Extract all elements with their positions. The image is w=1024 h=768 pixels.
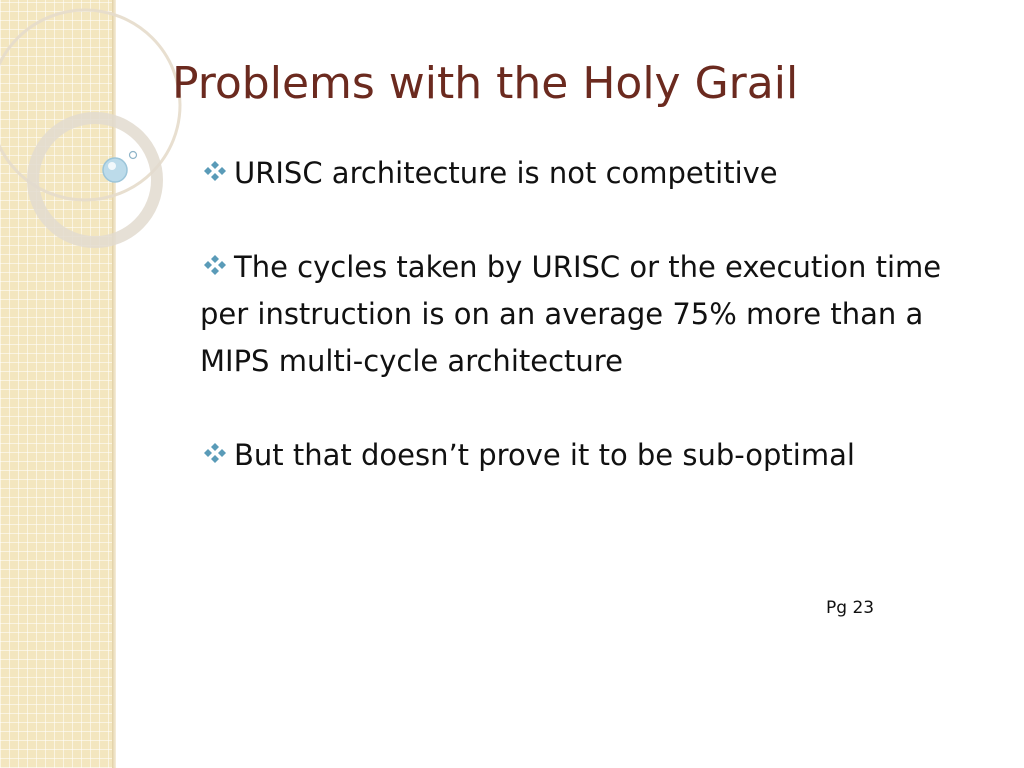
slide-title: Problems with the Holy Grail — [172, 58, 799, 109]
bullet-text: But that doesn’t prove it to be sub-optimal — [234, 438, 855, 472]
bullet-item — [200, 150, 960, 197]
bullet-item — [200, 432, 960, 479]
bullet-text: The cycles taken by URISC or the execution time per instruction is on an average 75% more than a MIPS multi-cycle architecture — [200, 250, 942, 378]
four-diamond-bullet-icon — [200, 442, 230, 464]
bullet-item — [200, 244, 960, 385]
four-diamond-bullet-icon — [200, 160, 230, 182]
bullet-list — [200, 150, 960, 479]
four-diamond-bullet-icon — [200, 254, 230, 276]
page-number: Pg 23 — [826, 598, 875, 618]
decorative-rings-icon — [0, 0, 200, 260]
bullet-text: URISC architecture is not competitive — [234, 156, 778, 190]
